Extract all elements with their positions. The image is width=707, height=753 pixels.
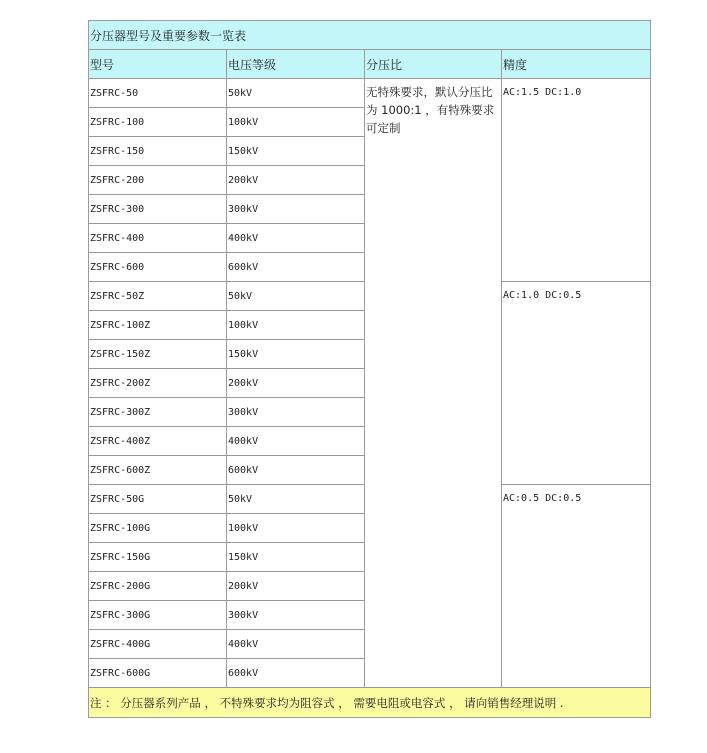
table-row — [89, 79, 651, 108]
cell-model: ZSFRC-300G — [89, 601, 227, 630]
cell-model: ZSFRC-150G — [89, 543, 227, 572]
cell-voltage: 200kV — [227, 166, 365, 195]
cell-voltage: 400kV — [227, 630, 365, 659]
spec-table — [88, 20, 651, 718]
table-note: 注 ： 分压器系列产品 ， 不特殊要求均为阻容式 ， 需要电阻或电容式 ， 请向销售经理说明 . — [89, 688, 651, 718]
cell-accuracy: AC:0.5 DC:0.5 — [502, 485, 651, 688]
cell-voltage: 150kV — [227, 340, 365, 369]
cell-model: ZSFRC-150Z — [89, 340, 227, 369]
header-voltage: 电压等级 — [227, 50, 365, 79]
cell-ratio: 无特殊要求，默认分压比为 1000:1 ，有特殊要求可定制 — [365, 79, 502, 688]
cell-voltage: 600kV — [227, 456, 365, 485]
cell-model: ZSFRC-400Z — [89, 427, 227, 456]
spec-table-container — [88, 20, 650, 718]
cell-voltage: 400kV — [227, 427, 365, 456]
cell-model: ZSFRC-50G — [89, 485, 227, 514]
cell-voltage: 100kV — [227, 108, 365, 137]
cell-voltage: 200kV — [227, 369, 365, 398]
cell-model: ZSFRC-300Z — [89, 398, 227, 427]
cell-model: ZSFRC-300 — [89, 195, 227, 224]
cell-voltage: 400kV — [227, 224, 365, 253]
cell-model: ZSFRC-400 — [89, 224, 227, 253]
table-title-row — [89, 21, 651, 50]
header-accuracy: 精度 — [502, 50, 651, 79]
cell-model: ZSFRC-600G — [89, 659, 227, 688]
note-row — [89, 688, 651, 718]
cell-accuracy: AC:1.5 DC:1.0 — [502, 79, 651, 282]
cell-model: ZSFRC-400G — [89, 630, 227, 659]
cell-model: ZSFRC-200 — [89, 166, 227, 195]
cell-model: ZSFRC-100Z — [89, 311, 227, 340]
cell-voltage: 300kV — [227, 195, 365, 224]
cell-model: ZSFRC-50Z — [89, 282, 227, 311]
header-ratio: 分压比 — [365, 50, 502, 79]
cell-voltage: 150kV — [227, 137, 365, 166]
cell-model: ZSFRC-200G — [89, 572, 227, 601]
cell-voltage: 50kV — [227, 282, 365, 311]
cell-voltage: 50kV — [227, 485, 365, 514]
cell-voltage: 100kV — [227, 311, 365, 340]
cell-model: ZSFRC-200Z — [89, 369, 227, 398]
cell-model: ZSFRC-150 — [89, 137, 227, 166]
cell-model: ZSFRC-600 — [89, 253, 227, 282]
header-row — [89, 50, 651, 79]
cell-model: ZSFRC-50 — [89, 79, 227, 108]
cell-voltage: 50kV — [227, 79, 365, 108]
header-model: 型号 — [89, 50, 227, 79]
cell-voltage: 600kV — [227, 253, 365, 282]
cell-model: ZSFRC-100G — [89, 514, 227, 543]
cell-voltage: 100kV — [227, 514, 365, 543]
cell-voltage: 150kV — [227, 543, 365, 572]
cell-voltage: 300kV — [227, 601, 365, 630]
cell-accuracy: AC:1.0 DC:0.5 — [502, 282, 651, 485]
cell-voltage: 200kV — [227, 572, 365, 601]
table-title: 分压器型号及重要参数一览表 — [89, 21, 651, 50]
cell-voltage: 600kV — [227, 659, 365, 688]
cell-voltage: 300kV — [227, 398, 365, 427]
cell-model: ZSFRC-600Z — [89, 456, 227, 485]
cell-model: ZSFRC-100 — [89, 108, 227, 137]
